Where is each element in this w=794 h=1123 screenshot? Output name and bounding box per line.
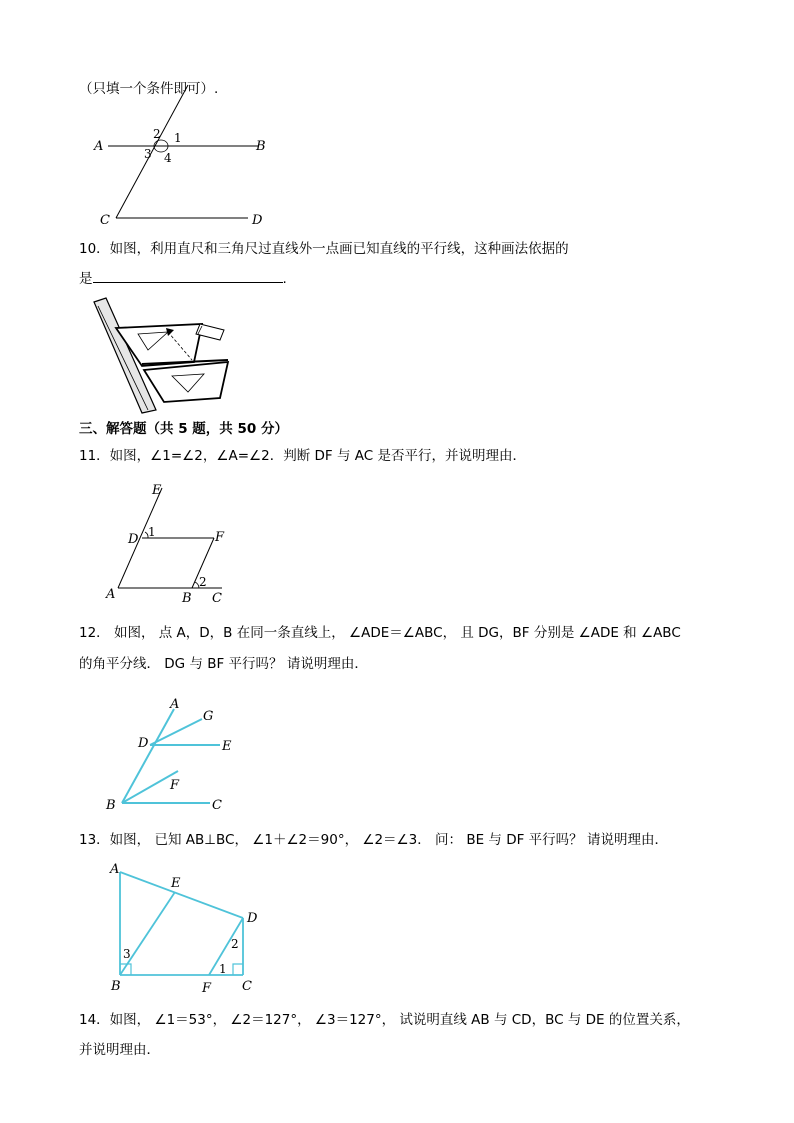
label-A: A (106, 587, 116, 602)
q14-line1: 14．如图， ∠1＝53°， ∠2＝127°， ∠3＝127°， 试说明直线 AB 与 CD，BC 与 DE 的位置关系， (79, 1012, 690, 1028)
line-ad (120, 872, 243, 918)
q12-line2: 的角平分线． DG 与 BF 平行吗？ 请说明理由． (79, 656, 368, 672)
label-angle-2: 2 (153, 127, 161, 141)
label-angle-2: 2 (199, 575, 207, 589)
figure-q10-ruler-triangle (92, 298, 242, 413)
label-angle-4: 4 (164, 151, 172, 165)
q11-text: 11．如图，∠1=∠2，∠A=∠2．判断 DF 与 AC 是否平行，并说明理由． (79, 448, 526, 464)
label-A: A (94, 139, 104, 154)
q9-condition-note: （只填一个条件即可）. (79, 81, 219, 97)
figure-q12 (102, 697, 252, 817)
label-C: C (212, 798, 222, 813)
label-G: G (203, 709, 214, 724)
q10-line2 (79, 270, 287, 288)
label-D: D (247, 911, 258, 926)
label-angle-2: 2 (231, 937, 239, 951)
label-B: B (182, 591, 192, 606)
line-be (120, 892, 175, 975)
q10-prefix: 是 (79, 271, 93, 287)
label-B: B (111, 979, 121, 994)
section-title: 三、解答题（共 5 题，共 50 分） (79, 421, 288, 437)
label-angle-3: 3 (123, 947, 131, 961)
label-F: F (215, 530, 225, 545)
label-B: B (106, 798, 116, 813)
label-C: C (100, 213, 110, 228)
label-F: F (202, 981, 212, 996)
label-D: D (138, 736, 149, 751)
q14-line2: 并说明理由． (79, 1042, 160, 1058)
label-D: D (252, 213, 263, 228)
figure-q11 (100, 480, 250, 605)
q10-answer-blank[interactable] (93, 270, 283, 283)
label-angle-3: 3 (144, 147, 152, 161)
q10-suffix: . (282, 271, 287, 287)
label-A: A (170, 697, 180, 712)
label-D: D (128, 532, 139, 547)
transversal (116, 85, 188, 218)
label-B: B (256, 139, 266, 154)
label-angle-1: 1 (148, 525, 156, 539)
label-E: E (152, 483, 162, 498)
q12-line1: 12． 如图， 点 A，D，B 在同一条直线上， ∠ADE＝∠ABC， 且 DG，BF 分别是 ∠ADE 和 ∠ABC (79, 625, 681, 641)
label-C: C (242, 979, 252, 994)
label-F: F (170, 778, 180, 793)
q13-text: 13．如图， 已知 AB⊥BC， ∠1＋∠2＝90°， ∠2＝∠3． 问： BE 与 DF 平行吗？ 请说明理由． (79, 832, 668, 848)
q10-line1: 10．如图，利用直尺和三角尺过直线外一点画已知直线的平行线，这种画法依据的 (79, 241, 569, 257)
label-angle-1: 1 (219, 962, 227, 976)
label-A: A (110, 862, 120, 877)
label-E: E (222, 739, 232, 754)
figure-q9 (90, 82, 290, 227)
line-dg (150, 719, 202, 745)
label-E: E (171, 876, 181, 891)
label-C: C (212, 591, 222, 606)
label-angle-1: 1 (174, 131, 182, 145)
figure-q13 (105, 860, 265, 995)
